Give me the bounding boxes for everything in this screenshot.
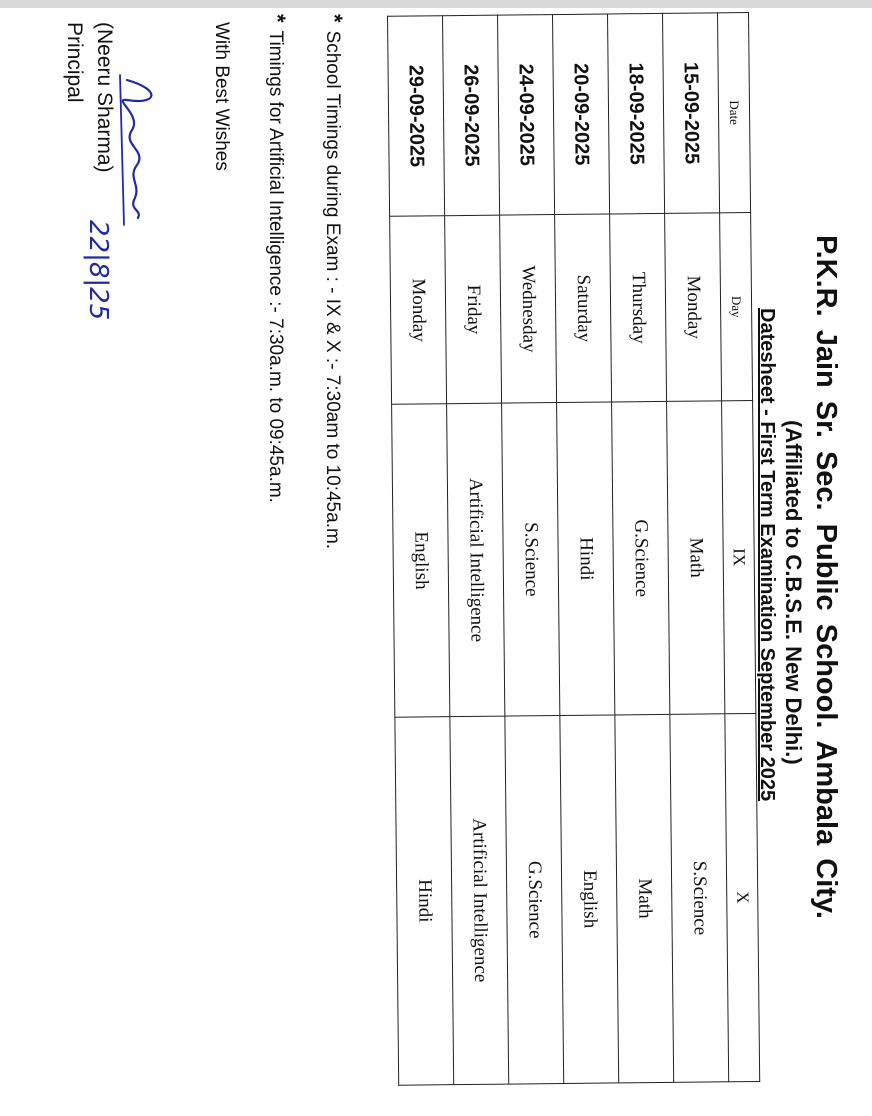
header-day: Day [720, 212, 753, 401]
row-date: 29-09-2025 [388, 16, 445, 217]
best-wishes: With Best Wishes [211, 22, 232, 171]
row-subject-x: S.Science [670, 714, 729, 1083]
table-row [443, 15, 509, 1085]
row-date: 15-09-2025 [663, 13, 720, 214]
row-day: Thursday [610, 213, 667, 402]
header-class-x: X [725, 713, 760, 1081]
row-day: Monday [665, 213, 722, 402]
asterisk-icon: * [322, 14, 347, 23]
row-subject-ix: Math [667, 401, 725, 714]
row-subject-ix: English [392, 404, 450, 717]
row-day: Saturday [555, 214, 612, 403]
row-date: 20-09-2025 [553, 14, 610, 215]
exam-timing-text: School Timings during Exam : - IX & X :- 7:30am to 10:45a.m. [322, 30, 343, 550]
asterisk-icon: * [265, 14, 290, 23]
exam-schedule-table [387, 12, 760, 1086]
row-day: Monday [390, 216, 447, 405]
table-row [553, 14, 619, 1084]
row-date: 26-09-2025 [443, 15, 500, 216]
ai-timing-note [264, 14, 290, 503]
row-subject-ix: Artificial Intelligence [447, 403, 505, 716]
datesheet-title: Datesheet - First Term Examination September 2025 [756, 308, 778, 802]
ai-timing-text: Timings for Artificial Intelligence :- 7:30a.m. to 09:45a.m. [265, 30, 286, 503]
table-row [498, 15, 564, 1085]
row-day: Friday [445, 215, 502, 404]
row-subject-ix: G.Science [612, 402, 670, 715]
signatory-name: (Neeru Sharma) [93, 22, 116, 173]
row-subject-x: G.Science [505, 715, 564, 1084]
table-row [388, 16, 454, 1086]
row-subject-ix: Hindi [557, 402, 615, 715]
school-name: P.K.R. Jain Sr. Sec. Public School. Ambala City. [810, 235, 842, 919]
header-class-ix: IX [722, 401, 756, 714]
exam-timing-note [321, 14, 347, 549]
row-subject-x: English [560, 715, 619, 1084]
affiliation: (Affiliated to C.B.S.E. New Delhi.) [781, 420, 806, 765]
row-subject-x: Math [615, 714, 674, 1083]
row-subject-x: Hindi [395, 716, 454, 1085]
row-subject-ix: S.Science [502, 403, 560, 716]
signature-date: 22|8|25 [83, 220, 113, 321]
table-row [663, 13, 729, 1083]
header-date: Date [718, 13, 751, 213]
row-date: 18-09-2025 [608, 13, 665, 214]
row-day: Wednesday [500, 215, 557, 404]
row-subject-x: Artificial Intelligence [450, 716, 509, 1085]
signatory-designation: Principal [63, 22, 86, 103]
table-row [608, 13, 674, 1083]
row-date: 24-09-2025 [498, 15, 555, 216]
